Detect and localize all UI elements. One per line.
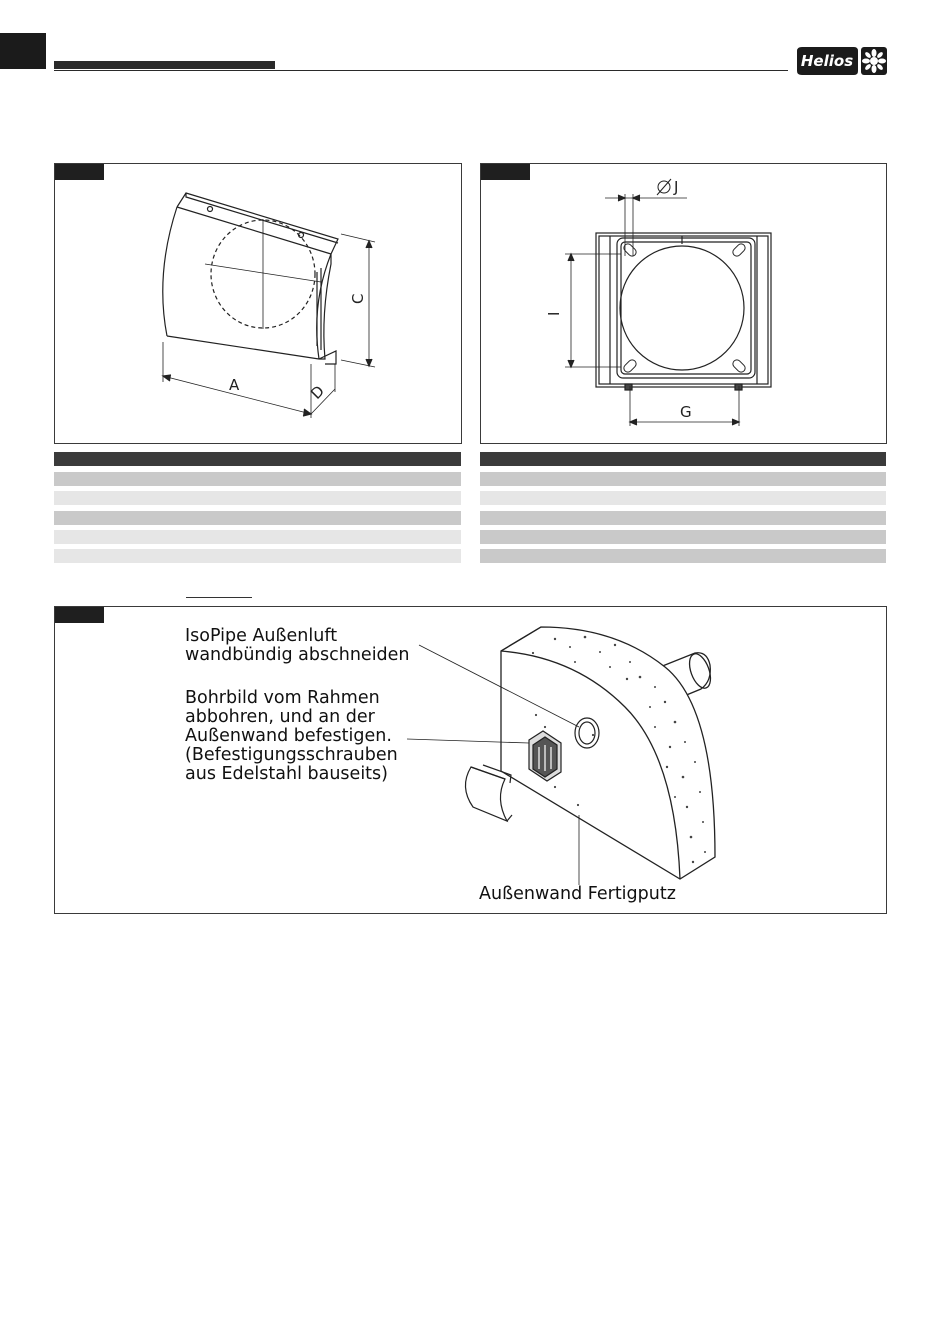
table-row — [480, 530, 886, 544]
helios-logo — [794, 45, 889, 77]
note-drill-pattern — [185, 689, 398, 784]
note-line: abbohren, und an der — [185, 707, 375, 727]
note-line: IsoPipe Außenluft — [185, 626, 338, 646]
note-line: aus Edelstahl bauseits) — [185, 764, 388, 784]
figure-panel-drill-pattern — [480, 163, 887, 444]
figure-panel-installation — [54, 606, 887, 914]
table-row — [54, 511, 461, 525]
underline-mark — [186, 597, 252, 598]
table-row — [480, 511, 886, 525]
note-line: (Befestigungsschrauben — [185, 745, 398, 765]
table-row — [480, 472, 886, 486]
dim-label-g: G — [680, 403, 692, 421]
header-rule-thin — [54, 70, 788, 71]
note-line: Außenwand befestigen. — [185, 726, 392, 746]
dim-label-a: A — [229, 376, 240, 394]
installation-drawing — [55, 607, 886, 913]
logo-text: Helios — [800, 52, 854, 70]
header-rule-thick — [54, 61, 275, 69]
note-line: Bohrbild vom Rahmen — [185, 688, 380, 708]
note-cut-pipe — [185, 627, 410, 665]
table-row — [54, 530, 461, 544]
note-line: wandbündig abschneiden — [185, 645, 410, 665]
frame-drawing — [481, 164, 886, 443]
dim-label-j: J — [674, 178, 679, 196]
dim-label-d: D — [307, 381, 329, 403]
table-header-row — [480, 452, 886, 466]
table-row — [54, 491, 461, 505]
note-outer-wall: Außenwand Fertigputz — [479, 884, 676, 904]
table-row — [54, 549, 461, 563]
hood-drawing — [55, 164, 461, 443]
table-row — [54, 472, 461, 486]
dim-label-i: I — [545, 311, 563, 316]
table-header-row — [54, 452, 461, 466]
dim-label-c: C — [349, 293, 367, 304]
section-tab — [0, 33, 46, 69]
table-row — [480, 491, 886, 505]
table-row — [480, 549, 886, 563]
figure-panel-dimensions — [54, 163, 462, 444]
